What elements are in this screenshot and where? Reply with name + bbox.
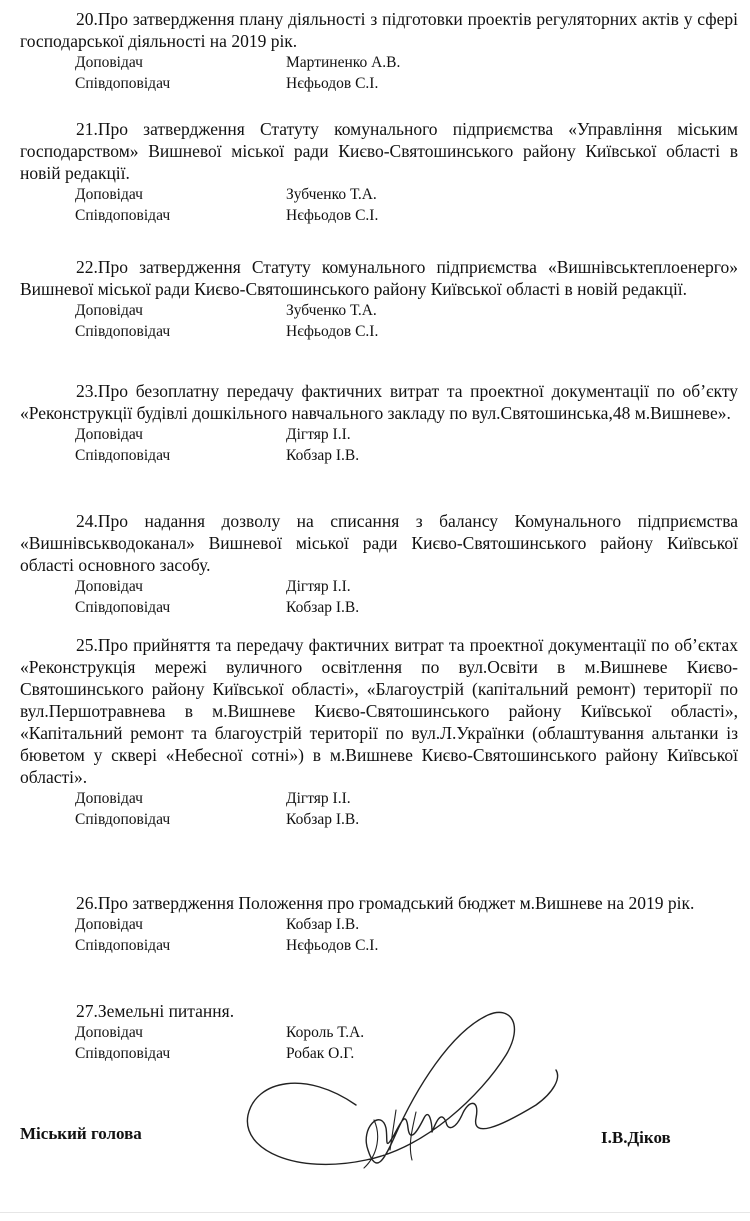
agenda-item-22 (20, 256, 738, 342)
co-speaker-role: Співдоповідач (75, 811, 171, 828)
speaker-role: Доповідач (75, 578, 143, 595)
speaker-role: Доповідач (75, 54, 143, 71)
co-speaker-row (20, 935, 738, 956)
co-speaker-row (20, 445, 738, 466)
agenda-item-text: 21.Про затвердження Статуту комунального підприємства «Управління міським господарством» Вишневої міської ради Києво-Святошинського району Київської області в новій редакції. (20, 119, 738, 183)
co-speaker-row (20, 321, 738, 342)
speaker-name: Дігтяр І.І. (286, 578, 351, 595)
speaker-name: Король Т.А. (286, 1024, 365, 1041)
agenda-item-26 (20, 892, 738, 956)
co-speaker-row (20, 73, 738, 94)
agenda-item-text: 27.Земельні питання. (76, 1001, 235, 1021)
co-speaker-role: Співдоповідач (75, 323, 171, 340)
agenda-item-text: 26.Про затвердження Положення про громадський бюджет м.Вишневе на 2019 рік. (76, 893, 695, 913)
speaker-name: Дігтяр І.І. (286, 426, 351, 443)
speaker-role: Доповідач (75, 302, 143, 319)
co-speaker-name: Нєфьодов С.І. (286, 207, 379, 224)
co-speaker-row (20, 597, 738, 618)
speaker-role: Доповідач (75, 1024, 143, 1041)
speaker-row (20, 576, 738, 597)
speaker-role: Доповідач (75, 426, 143, 443)
co-speaker-row (20, 205, 738, 226)
co-speaker-role: Співдоповідач (75, 1045, 171, 1062)
co-speaker-name: Нєфьодов С.І. (286, 75, 379, 92)
co-speaker-name: Нєфьодов С.І. (286, 937, 379, 954)
speaker-row (20, 788, 738, 809)
agenda-item-21 (20, 118, 738, 226)
speaker-name: Мартиненко А.В. (286, 54, 401, 71)
mayor-title: Міський голова (20, 1124, 142, 1143)
co-speaker-name: Робак О.Г. (286, 1045, 355, 1062)
co-speaker-name: Кобзар І.В. (286, 811, 360, 828)
agenda-item-20 (20, 8, 738, 94)
co-speaker-role: Співдоповідач (75, 937, 171, 954)
speaker-row (20, 184, 738, 205)
mayor-name: І.В.Діков (601, 1128, 671, 1147)
co-speaker-name: Кобзар І.В. (286, 599, 360, 616)
speaker-name: Кобзар І.В. (286, 916, 360, 933)
agenda-item-text: 20.Про затвердження плану діяльності з підготовки проектів регуляторних актів у сфері господарської діяльності на 2019 рік. (20, 9, 738, 51)
speaker-role: Доповідач (75, 186, 143, 203)
speaker-row (20, 914, 738, 935)
agenda-item-23 (20, 380, 738, 466)
co-speaker-role: Співдоповідач (75, 599, 171, 616)
co-speaker-role: Співдоповідач (75, 207, 171, 224)
signature-image (236, 1000, 566, 1205)
speaker-role: Доповідач (75, 916, 143, 933)
co-speaker-role: Співдоповідач (75, 447, 171, 464)
co-speaker-row (20, 809, 738, 830)
speaker-name: Зубченко Т.А. (286, 302, 377, 319)
speaker-name: Зубченко Т.А. (286, 186, 377, 203)
agenda-item-text: 24.Про надання дозволу на списання з балансу Комунального підприємства «Вишнівськводоканал» Вишневої міської ради Києво-Святошинського району Київської області основного засобу. (20, 511, 738, 575)
page-bottom-edge (0, 1212, 750, 1213)
speaker-row (20, 424, 738, 445)
co-speaker-role: Співдоповідач (75, 75, 171, 92)
speaker-row (20, 300, 738, 321)
speaker-role: Доповідач (75, 790, 143, 807)
co-speaker-name: Кобзар І.В. (286, 447, 360, 464)
co-speaker-name: Нєфьодов С.І. (286, 323, 379, 340)
agenda-item-25 (20, 634, 738, 830)
agenda-item-text: 25.Про прийняття та передачу фактичних витрат та проектної документації по об’єктах «Реконструкція мережі вуличного освітлення по вул.Освіти в м.Вишневе Києво-Святошинського району Київської області», «Благоустрій (капітальний ремонт) території по вул.Першотравнева в м.Вишневе Києво-Святошинського району Київської області», «Капітальний ремонт та благоустрій території по вул.Л.Українки (облаштування альтанки із бюветом у сквері «Небесної сотні») в м.Вишневе Києво-Святошинського району Київської області». (20, 635, 738, 787)
agenda-item-text: 23.Про безоплатну передачу фактичних витрат та проектної документації по об’єкту «Реконструкції будівлі дошкільного навчального закладу по вул.Святошинська,48 м.Вишневе». (20, 381, 738, 423)
speaker-row (20, 52, 738, 73)
agenda-item-text: 22.Про затвердження Статуту комунального підприємства «Вишнівськтеплоенерго» Вишневої міської ради Києво-Святошинського району Київської області в новій редакції. (20, 257, 738, 299)
agenda-item-24 (20, 510, 738, 618)
speaker-name: Дігтяр І.І. (286, 790, 351, 807)
